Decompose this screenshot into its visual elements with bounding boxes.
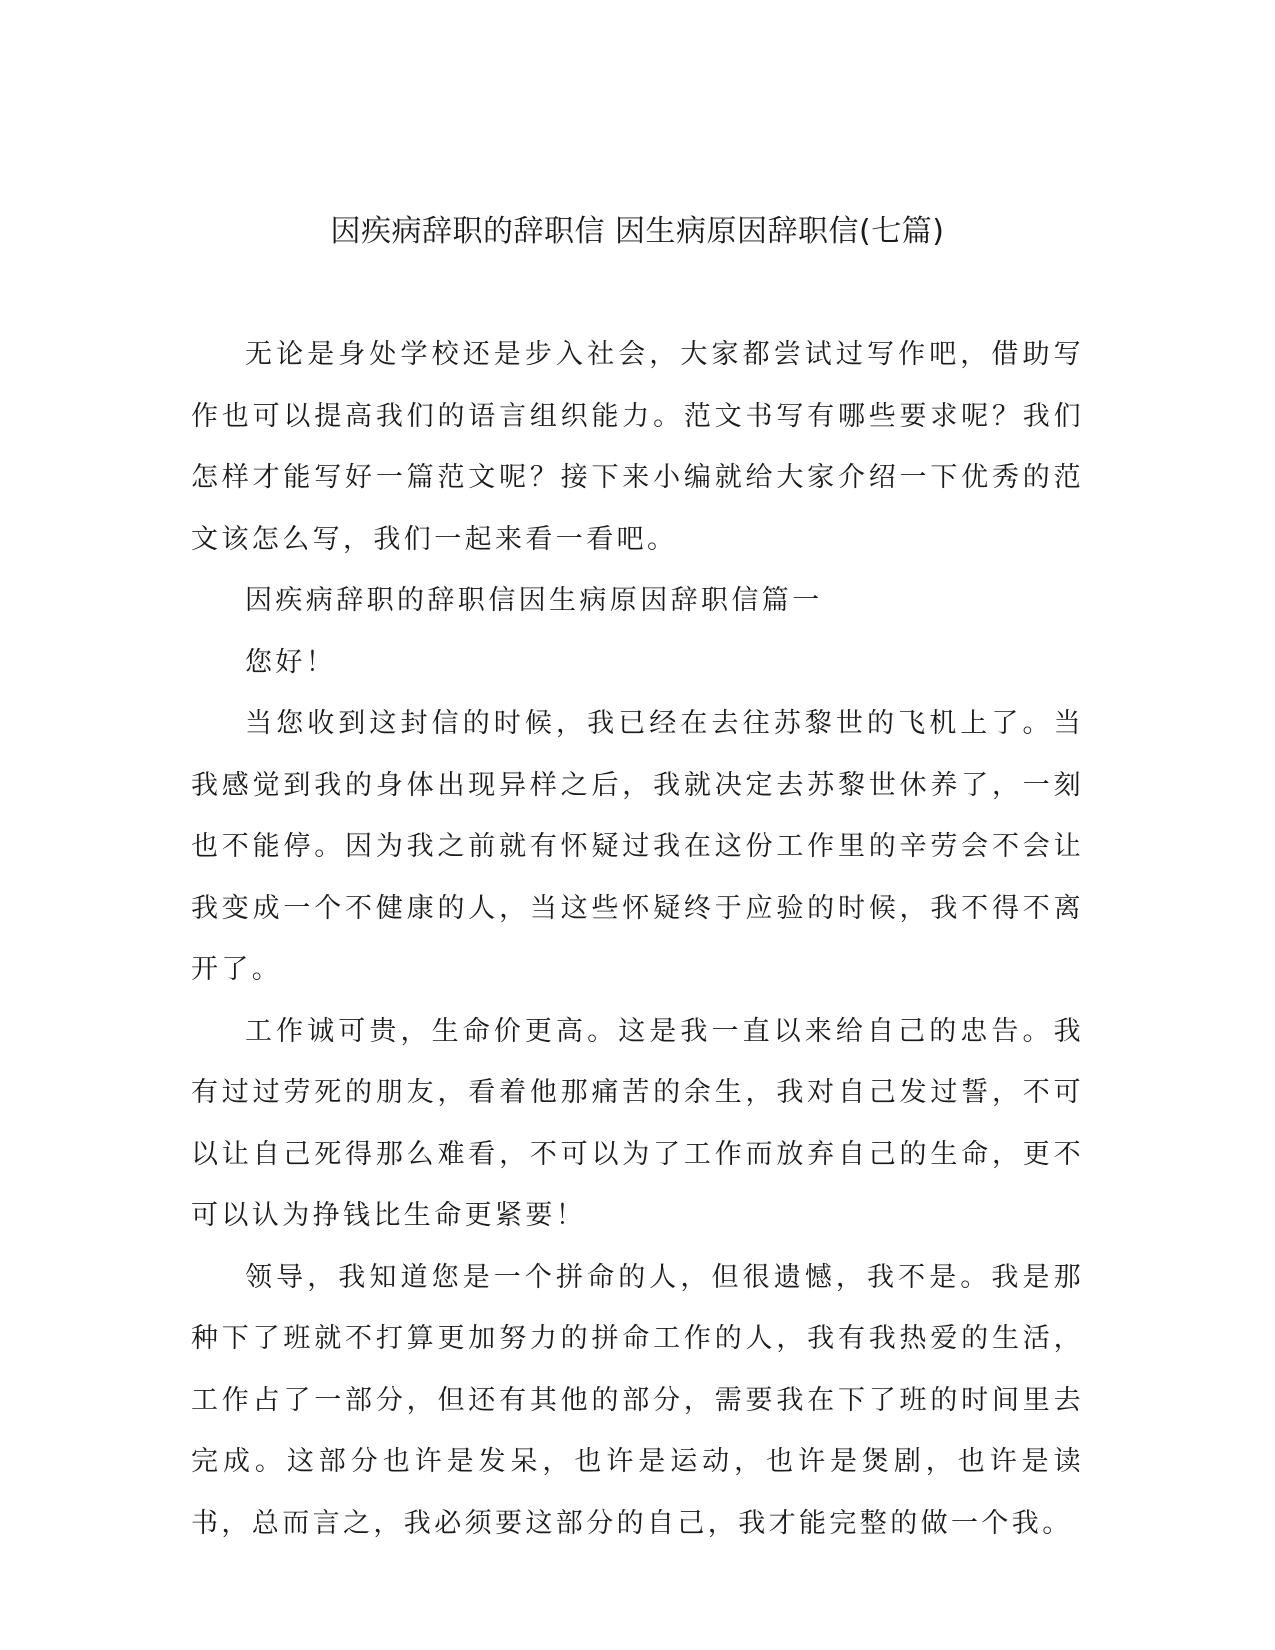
- section-heading: 因疾病辞职的辞职信因生病原因辞职信篇一: [245, 585, 823, 616]
- letter-paragraph: 工作诚可贵，生命价更高。这是我一直以来给自己的忠告。我有过过劳死的朋友，看着他那痛苦的余生，我对自己发过誓，不可以让自己死得那么难看，不可以为了工作而放弃自己的生命，更不可以认为挣钱比生命更紧要！: [191, 1015, 1084, 1231]
- letter-greeting: 您好！: [245, 646, 337, 678]
- letter-paragraph: 领导，我知道您是一个拼命的人，但很遗憾，我不是。我是那种下了班就不打算更加努力的拼命工作的人，我有我热爱的生活，工作占了一部分，但还有其他的部分，需要我在下了班的时间里去完成。这部分也许是发呆，也许是运动，也许是煲剧，也许是读书，总而言之，我必须要这部分的自己，我才能完整的做一个我。: [191, 1261, 1084, 1539]
- intro-paragraph: 无论是身处学校还是步入社会，大家都尝试过写作吧，借助写作也可以提高我们的语言组织能力。范文书写有哪些要求呢？我们怎样才能写好一篇范文呢？接下来小编就给大家介绍一下优秀的范文该怎么写，我们一起来看一看吧。: [191, 339, 1084, 555]
- document-body: [191, 324, 1084, 1554]
- letter-paragraph: 当您收到这封信的时候，我已经在去往苏黎世的飞机上了。当我感觉到我的身体出现异样之后，我就决定去苏黎世休养了，一刻也不能停。因为我之前就有怀疑过我在这份工作里的辛劳会不会让我变成一个不健康的人，当这些怀疑终于应验的时候，我不得不离开了。: [191, 708, 1084, 985]
- document-title: 因疾病辞职的辞职信 因生病原因辞职信(七篇): [330, 214, 945, 249]
